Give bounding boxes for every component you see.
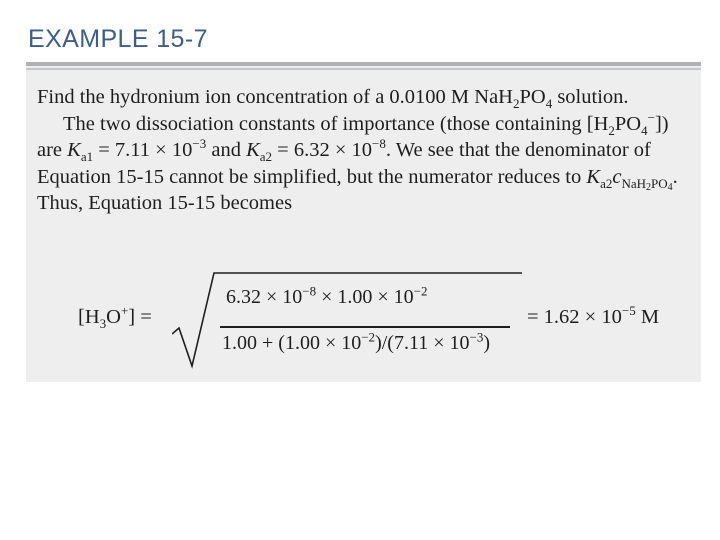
rhs-a: = 1.62 × 10: [527, 306, 622, 328]
line2-sub-2: 2: [608, 122, 615, 138]
header-rule-thin: [26, 68, 701, 70]
line2-end: ]): [654, 112, 669, 135]
rhs-unit: M: [635, 306, 660, 328]
hydronium-equation: [78, 270, 678, 370]
line1-end: solution.: [552, 86, 629, 108]
line3-exp2: −8: [372, 136, 386, 152]
line3-and: and: [206, 139, 247, 161]
rhs-exp: −5: [621, 303, 636, 319]
equation-lhs: [78, 303, 152, 332]
problem-line-2: [37, 111, 697, 138]
fraction-bar: [220, 326, 510, 328]
line2-po: PO: [614, 112, 642, 135]
square-root-sign: [172, 270, 522, 370]
fraction-numerator: [226, 283, 428, 309]
line4-csub-4: 4: [667, 181, 673, 193]
line3-mid2: = 6.32 × 10: [272, 139, 373, 161]
line4-csub-2: 2: [646, 181, 651, 193]
problem-line-5: [37, 190, 697, 217]
line3-are: are: [37, 139, 68, 161]
line3-a1: a1: [80, 149, 94, 165]
num-exp-a: −8: [302, 283, 317, 299]
den-exp-a: −2: [361, 329, 376, 345]
line5-text: Thus, Equation 15-15 becomes: [37, 192, 293, 214]
den-exp-b: −3: [469, 329, 484, 345]
line4-csub-po: PO: [651, 175, 668, 191]
line4-text: Equation 15-15 cannot be simplified, but the numerator reduces to: [37, 165, 587, 188]
num-b: × 1.00 × 10: [316, 286, 414, 308]
equation-result: [527, 303, 660, 329]
line3-k: K: [67, 139, 81, 161]
lhs-o: O: [106, 306, 121, 328]
line2-text: The two dissociation constants of importance (those containing [H: [63, 112, 609, 135]
problem-text: [37, 84, 697, 217]
line1-po: PO: [519, 86, 546, 108]
line4-csub: [621, 176, 672, 191]
num-a: 6.32 × 10: [226, 286, 303, 308]
line4-a2: a2: [600, 175, 613, 191]
num-exp-b: −2: [413, 283, 428, 299]
header-rule-thick: [26, 62, 701, 66]
lhs-close: ] =: [128, 306, 152, 328]
line3-k2: K: [246, 139, 260, 161]
line4-c: c: [612, 165, 622, 188]
den-a: 1.00 + (1.00 × 10: [222, 332, 362, 354]
line3-exp1: −3: [192, 136, 207, 152]
fraction-denominator: [222, 329, 490, 355]
lhs-sub-3: 3: [99, 316, 107, 332]
problem-line-4: [37, 164, 697, 191]
line1-sub-h: 2: [512, 96, 520, 112]
line4-csub-nah: NaH: [621, 175, 646, 191]
den-b: )/(7.11 × 10: [375, 332, 470, 354]
line2-sub-4: 4: [641, 122, 648, 138]
line1-text: Find the hydronium ion concentration of a 0.0100 M NaH: [37, 86, 513, 108]
problem-line-3: [37, 137, 697, 164]
line4-k: K: [586, 165, 601, 188]
example-header: [26, 20, 701, 62]
line4-end: .: [672, 165, 678, 188]
example-title: EXAMPLE 15-7: [28, 25, 208, 53]
example-box: [26, 20, 701, 382]
line3-end: . We see that the denominator of: [385, 139, 651, 161]
problem-line-1: [37, 84, 697, 111]
lhs-sup-plus: +: [120, 303, 129, 319]
line3-a2: a2: [259, 149, 273, 165]
line2-sup-minus: −: [647, 109, 655, 125]
den-c: ): [483, 332, 490, 354]
line1-sub-4: 4: [545, 96, 553, 112]
line3-mid1: = 7.11 × 10: [93, 139, 193, 161]
lhs-open: [H: [78, 306, 100, 328]
